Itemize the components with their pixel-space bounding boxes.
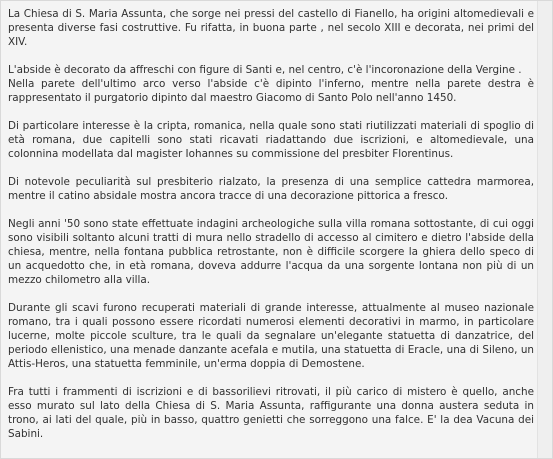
paragraph: Di particolare interesse è la cripta, romanica, nella quale sono stati riutilizzati materiali di spoglio di età romana, due capitelli sono stati ricavati riadattando due iscrizioni, e altomedievale, una colonnina modellata dal magister Iohannes su commissione del presbiter Florentinus.: [8, 120, 534, 160]
paragraph: L'abside è decorato da affreschi con figure di Santi e, nel centro, c'è l'incoronazione della Vergine . Nella parete dell'ultimo arco verso l'abside c'è dipinto l'inferno, mentre nella parete destra è rappresentato il purgatorio dipinto dal maestro Giacomo di Santo Polo nell'anno 1450.: [8, 64, 534, 104]
paragraph: La Chiesa di S. Maria Assunta, che sorge nei pressi del castello di Fianello, ha origini altomedievali e presenta diverse fasi costruttive. Fu rifatta, in buona parte , nel secolo XIII e decorata, nei primi del XIV.: [8, 8, 534, 48]
paragraph: Fra tutti i frammenti di iscrizioni e di bassorilievi ritrovati, il più carico di mistero è quello, anche esso murato sul lato della Chiesa di S. Maria Assunta, raffigurante una donna austera seduta in trono, ai lati del quale, più in basso, quattro genietti che sorreggono una falce. E' la dea Vacuna dei Sabini.: [8, 386, 534, 440]
vertical-scrollbar[interactable]: [537, 1, 552, 458]
paragraph: Di notevole peculiarità sul presbiterio rialzato, la presenza di una semplice cattedra marmorea, mentre il catino absidale mostra ancora tracce di una decorazione pittorica a fresco.: [8, 176, 534, 202]
paragraph: Negli anni '50 sono state effettuate indagini archeologiche sulla villa romana sottostante, di cui oggi sono visibili soltanto alcuni tratti di mura nello stradello di accesso al cimitero e dietro l'abside della chiesa, mentre, nella fontana pubblica retrostante, non è difficile scorgere la ghiera dello speco di un acquedotto che, in età romana, doveva addurre l'acqua da una sorgente lontana non più di un mezzo chilometro alla villa.: [8, 218, 534, 286]
paragraph: Durante gli scavi furono recuperati materiali di grande interesse, attualmente al museo nazionale romano, tra i quali possono essere ricordati numerosi elementi decorativi in marmo, in particolare lucerne, molte piccole sculture, tra le quali da segnalare un'elegante statuetta di danzatrice, del periodo ellenistico, una menade danzante acefala e mutila, una statuetta di Eracle, una di Sileno, un Attis-Heros, una statuetta femminile, un'erma doppia di Demostene.: [8, 302, 534, 370]
article-body: [8, 7, 534, 455]
